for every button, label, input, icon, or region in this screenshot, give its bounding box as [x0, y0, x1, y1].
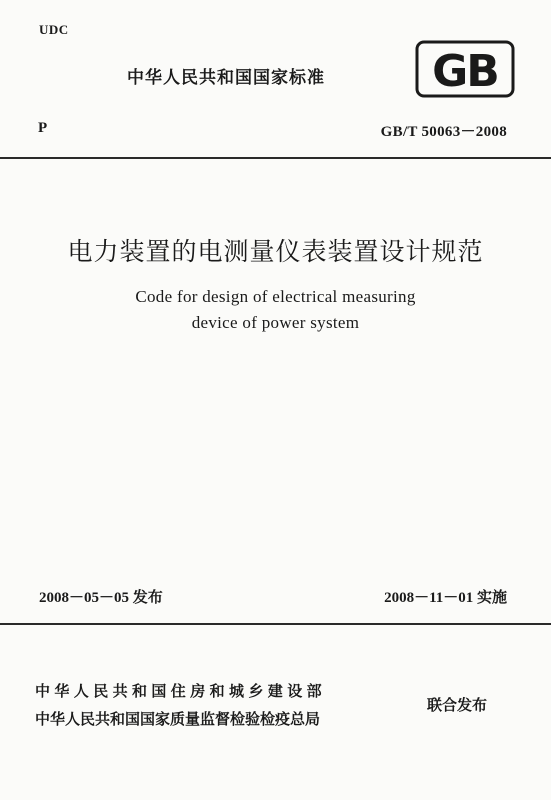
title-chinese: 电力装置的电测量仪表装置设计规范 [67, 237, 484, 266]
implementation-date: 2008－11－01 实施 [384, 590, 507, 606]
header-divider [0, 157, 551, 159]
issue-date: 2008－05－05 发布 [39, 590, 163, 606]
standard-number: GB/T 50063－2008 [380, 124, 507, 140]
issuer-ministry: 中华人民共和国住房和城乡建设部 [35, 682, 327, 700]
issuer-aqsiq: 中华人民共和国国家质量监督检验检疫总局 [35, 710, 321, 728]
footer-divider [0, 623, 551, 625]
gb-logo [415, 40, 515, 98]
joint-issue-label: 联合发布 [427, 696, 488, 714]
gb-logo-text: GB [432, 46, 498, 97]
title-english [0, 284, 551, 336]
udc-label: UDC [39, 22, 69, 37]
title-english-line1: Code for design of electrical measuring [135, 287, 416, 306]
classification-code: P [38, 120, 48, 136]
standard-type: 中华人民共和国国家标准 [127, 68, 325, 88]
title-english-line2: device of power system [191, 313, 360, 332]
